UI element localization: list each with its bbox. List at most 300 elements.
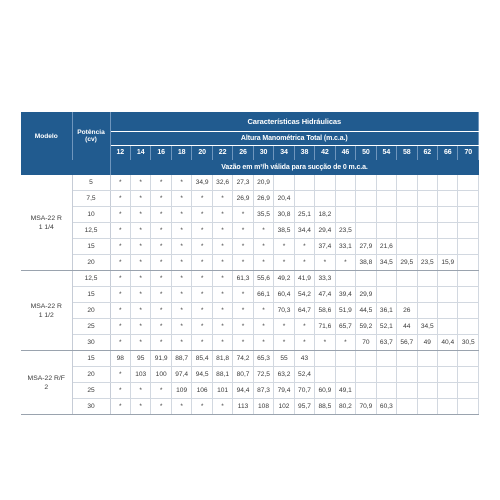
flow-cell: *	[192, 207, 212, 223]
flow-cell	[356, 207, 376, 223]
flow-cell: 29,4	[315, 223, 335, 239]
flow-cell: *	[233, 319, 253, 335]
flow-cell: *	[212, 239, 232, 255]
flow-cell: 23,5	[417, 255, 437, 271]
flow-cell: 41,9	[294, 271, 314, 287]
flow-cell: *	[212, 319, 232, 335]
flow-cell: 44,5	[356, 303, 376, 319]
height-header-16: 16	[151, 145, 171, 160]
pump-performance-table-container	[21, 112, 479, 415]
flow-cell: 88,1	[212, 367, 232, 383]
table-row	[21, 303, 479, 319]
flow-cell: 26,9	[253, 191, 273, 207]
flow-cell	[458, 303, 479, 319]
flow-cell	[458, 255, 479, 271]
flow-cell: *	[192, 255, 212, 271]
flow-cell: *	[192, 319, 212, 335]
flow-cell: *	[171, 223, 191, 239]
table-row	[21, 351, 479, 367]
flow-cell	[417, 383, 437, 399]
flow-cell: 39,4	[335, 287, 355, 303]
flow-cell	[315, 191, 335, 207]
model-size: 1 1/4	[38, 223, 54, 231]
flow-cell: *	[151, 207, 171, 223]
flow-cell: 36,1	[376, 303, 396, 319]
flow-cell: *	[253, 319, 273, 335]
flow-cell: 87,3	[253, 383, 273, 399]
table-row	[21, 239, 479, 255]
flow-cell: *	[233, 335, 253, 351]
flow-cell: 109	[171, 383, 191, 399]
potencia-cell: 30	[72, 335, 110, 351]
flow-cell	[397, 239, 417, 255]
potencia-cell: 10	[72, 207, 110, 223]
flow-cell	[438, 303, 458, 319]
flow-cell	[458, 191, 479, 207]
flow-cell: *	[253, 335, 273, 351]
height-header-20: 20	[192, 145, 212, 160]
flow-cell	[376, 223, 396, 239]
flow-cell: 21,6	[376, 239, 396, 255]
flow-cell: 65,3	[253, 351, 273, 367]
table-row	[21, 255, 479, 271]
flow-cell: 70,9	[356, 399, 376, 415]
height-header-26: 26	[233, 145, 253, 160]
flow-cell: 58,6	[315, 303, 335, 319]
flow-cell: *	[294, 255, 314, 271]
flow-cell	[356, 351, 376, 367]
flow-cell: 34,5	[376, 255, 396, 271]
model-name: MSA-22 R	[30, 302, 62, 310]
flow-cell: 79,4	[274, 383, 294, 399]
col-header-modelo: Modelo	[21, 112, 72, 160]
flow-cell	[458, 287, 479, 303]
flow-cell	[438, 367, 458, 383]
height-header-34: 34	[274, 145, 294, 160]
flow-cell: *	[130, 255, 150, 271]
flow-cell: 18,2	[315, 207, 335, 223]
flow-cell: 60,4	[274, 287, 294, 303]
flow-cell: 52,1	[376, 319, 396, 335]
flow-cell	[417, 175, 437, 191]
flow-cell: *	[110, 287, 130, 303]
flow-cell: 95,7	[294, 399, 314, 415]
flow-cell	[356, 271, 376, 287]
table-row	[21, 399, 479, 415]
flow-cell: *	[233, 255, 253, 271]
flow-cell: 98	[110, 351, 130, 367]
flow-cell: *	[130, 319, 150, 335]
flow-cell	[315, 351, 335, 367]
flow-cell: 103	[130, 367, 150, 383]
flow-cell: *	[171, 303, 191, 319]
flow-cell: 29,9	[356, 287, 376, 303]
flow-cell: *	[315, 335, 335, 351]
flow-cell: *	[151, 239, 171, 255]
potencia-cell: 20	[72, 255, 110, 271]
flow-cell: 20,4	[274, 191, 294, 207]
flow-cell: 54,2	[294, 287, 314, 303]
pump-performance-table	[21, 112, 479, 415]
flow-cell: *	[233, 223, 253, 239]
flow-cell	[397, 191, 417, 207]
flow-cell: *	[110, 303, 130, 319]
height-header-62: 62	[417, 145, 437, 160]
flow-cell: 35,5	[253, 207, 273, 223]
flow-cell: *	[212, 255, 232, 271]
flow-cell: *	[130, 303, 150, 319]
flow-cell: 97,4	[171, 367, 191, 383]
model-cell	[21, 271, 72, 351]
flow-cell: 29,5	[397, 255, 417, 271]
flow-cell: *	[192, 271, 212, 287]
flow-cell: *	[233, 287, 253, 303]
flow-cell: 70,3	[274, 303, 294, 319]
flow-cell: *	[233, 303, 253, 319]
table-row	[21, 175, 479, 191]
flow-cell: *	[171, 319, 191, 335]
flow-cell: *	[171, 191, 191, 207]
flow-cell: *	[233, 239, 253, 255]
flow-cell	[458, 383, 479, 399]
flow-cell: *	[253, 255, 273, 271]
flow-cell: *	[130, 239, 150, 255]
table-row	[21, 223, 479, 239]
flow-cell: *	[110, 383, 130, 399]
flow-cell	[438, 239, 458, 255]
flow-cell: *	[110, 191, 130, 207]
flow-cell: *	[171, 175, 191, 191]
flow-cell	[335, 367, 355, 383]
flow-cell	[315, 367, 335, 383]
flow-cell: *	[253, 303, 273, 319]
flow-cell	[458, 399, 479, 415]
flow-cell: *	[171, 399, 191, 415]
table-row	[21, 319, 479, 335]
model-cell	[21, 351, 72, 415]
flow-cell: 63,2	[274, 367, 294, 383]
flow-cell	[458, 271, 479, 287]
potencia-cell: 20	[72, 367, 110, 383]
potencia-cell: 5	[72, 175, 110, 191]
flow-cell	[294, 175, 314, 191]
flow-cell	[356, 383, 376, 399]
flow-cell: 43	[294, 351, 314, 367]
model-cell	[21, 175, 72, 271]
flow-cell	[458, 367, 479, 383]
flow-cell: 55	[274, 351, 294, 367]
header-altura-manometrica: Altura Manométrica Total (m.c.a.)	[110, 131, 479, 145]
flow-cell: 106	[192, 383, 212, 399]
flow-cell	[417, 239, 437, 255]
flow-cell: *	[274, 255, 294, 271]
flow-cell: *	[130, 207, 150, 223]
flow-cell	[417, 367, 437, 383]
flow-cell: *	[171, 271, 191, 287]
flow-cell: 47,4	[315, 287, 335, 303]
potencia-cell: 30	[72, 399, 110, 415]
flow-cell	[356, 191, 376, 207]
flow-cell: *	[335, 335, 355, 351]
flow-cell: *	[130, 383, 150, 399]
flow-cell	[417, 191, 437, 207]
flow-cell	[315, 175, 335, 191]
flow-cell: *	[151, 191, 171, 207]
height-header-30: 30	[253, 145, 273, 160]
flow-cell	[438, 271, 458, 287]
flow-cell: *	[110, 271, 130, 287]
flow-cell	[356, 223, 376, 239]
flow-cell: *	[192, 287, 212, 303]
flow-cell: 30,8	[274, 207, 294, 223]
flow-cell: *	[315, 255, 335, 271]
flow-cell: *	[294, 335, 314, 351]
flow-cell: *	[151, 223, 171, 239]
flow-cell: *	[294, 239, 314, 255]
flow-cell: *	[151, 271, 171, 287]
flow-cell: *	[212, 399, 232, 415]
flow-cell	[376, 271, 396, 287]
flow-cell: 25,1	[294, 207, 314, 223]
flow-cell: *	[212, 191, 232, 207]
flow-cell	[376, 191, 396, 207]
flow-cell: 52,4	[294, 367, 314, 383]
flow-cell: *	[151, 383, 171, 399]
flow-cell: *	[192, 239, 212, 255]
flow-cell: 100	[151, 367, 171, 383]
flow-cell	[397, 207, 417, 223]
flow-cell	[458, 175, 479, 191]
flow-cell: 94,4	[233, 383, 253, 399]
table-row	[21, 383, 479, 399]
flow-cell: *	[130, 335, 150, 351]
flow-cell	[417, 351, 437, 367]
flow-cell: *	[130, 191, 150, 207]
flow-cell: 23,5	[335, 223, 355, 239]
flow-cell: 70	[356, 335, 376, 351]
flow-cell	[274, 175, 294, 191]
flow-cell	[438, 383, 458, 399]
flow-cell	[397, 175, 417, 191]
flow-cell: 94,5	[192, 367, 212, 383]
flow-cell: 88,7	[171, 351, 191, 367]
flow-cell: *	[171, 287, 191, 303]
flow-cell: *	[212, 335, 232, 351]
potencia-cell: 20	[72, 303, 110, 319]
flow-cell: *	[130, 223, 150, 239]
flow-cell: 49	[417, 335, 437, 351]
flow-cell: 26,9	[233, 191, 253, 207]
flow-cell: 91,9	[151, 351, 171, 367]
header-vazao: Vazão em m³/h válida para sucção de 0 m.c.a.	[110, 160, 479, 175]
flow-cell	[397, 223, 417, 239]
model-name: MSA-22 R/F	[27, 374, 65, 382]
flow-cell: 26	[397, 303, 417, 319]
flow-cell: *	[335, 255, 355, 271]
flow-cell: *	[212, 287, 232, 303]
model-name: MSA-22 R	[30, 214, 62, 222]
col-header-potencia-line2: (cv)	[85, 136, 97, 143]
table-row	[21, 191, 479, 207]
flow-cell: 34,9	[192, 175, 212, 191]
flow-cell	[438, 399, 458, 415]
flow-cell	[335, 191, 355, 207]
flow-cell: *	[151, 175, 171, 191]
flow-cell: *	[151, 255, 171, 271]
height-header-18: 18	[171, 145, 191, 160]
flow-cell	[417, 303, 437, 319]
flow-cell: *	[171, 207, 191, 223]
table-row	[21, 367, 479, 383]
flow-cell: 80,2	[335, 399, 355, 415]
height-header-22: 22	[212, 145, 232, 160]
table-row	[21, 335, 479, 351]
table-row	[21, 271, 479, 287]
flow-cell: *	[110, 399, 130, 415]
flow-cell	[458, 207, 479, 223]
flow-cell: *	[212, 271, 232, 287]
flow-cell: 72,5	[253, 367, 273, 383]
flow-cell	[438, 287, 458, 303]
potencia-cell: 15	[72, 287, 110, 303]
flow-cell	[438, 223, 458, 239]
flow-cell: *	[110, 207, 130, 223]
flow-cell	[417, 223, 437, 239]
potencia-cell: 15	[72, 239, 110, 255]
flow-cell: 66,1	[253, 287, 273, 303]
flow-cell: *	[110, 223, 130, 239]
flow-cell	[335, 351, 355, 367]
potencia-cell: 15	[72, 351, 110, 367]
flow-cell: *	[151, 303, 171, 319]
flow-cell: 55,6	[253, 271, 273, 287]
flow-cell	[397, 367, 417, 383]
flow-cell: 20,9	[253, 175, 273, 191]
height-header-66: 66	[438, 145, 458, 160]
flow-cell	[458, 223, 479, 239]
flow-cell	[397, 287, 417, 303]
flow-cell	[458, 351, 479, 367]
flow-cell: *	[110, 367, 130, 383]
flow-cell: 38,5	[274, 223, 294, 239]
flow-cell: *	[253, 239, 273, 255]
flow-cell: 44	[397, 319, 417, 335]
flow-cell: *	[192, 303, 212, 319]
flow-cell: *	[151, 335, 171, 351]
flow-cell: 27,3	[233, 175, 253, 191]
flow-cell: 27,9	[356, 239, 376, 255]
flow-cell	[335, 207, 355, 223]
flow-cell: 59,2	[356, 319, 376, 335]
flow-cell: *	[274, 319, 294, 335]
height-header-38: 38	[294, 145, 314, 160]
flow-cell	[438, 207, 458, 223]
flow-cell: 74,2	[233, 351, 253, 367]
flow-cell	[458, 239, 479, 255]
flow-cell: *	[151, 287, 171, 303]
flow-cell: *	[110, 255, 130, 271]
flow-cell	[335, 175, 355, 191]
flow-cell: *	[151, 319, 171, 335]
col-header-potencia-line1: Potência	[77, 129, 105, 136]
potencia-cell: 25	[72, 383, 110, 399]
flow-cell: 32,6	[212, 175, 232, 191]
flow-cell	[376, 175, 396, 191]
potencia-cell: 12,5	[72, 223, 110, 239]
height-header-54: 54	[376, 145, 396, 160]
flow-cell: *	[130, 271, 150, 287]
flow-cell: *	[274, 335, 294, 351]
flow-cell	[438, 319, 458, 335]
flow-cell	[438, 175, 458, 191]
flow-cell: 30,5	[458, 335, 479, 351]
flow-cell: 102	[274, 399, 294, 415]
header-caracteristicas-hidraulicas: Características Hidráulicas	[110, 112, 479, 131]
flow-cell: 34,5	[417, 319, 437, 335]
flow-cell: 108	[253, 399, 273, 415]
table-row	[21, 207, 479, 223]
flow-cell: *	[192, 399, 212, 415]
flow-cell	[438, 351, 458, 367]
flow-cell	[417, 287, 437, 303]
flow-cell	[356, 367, 376, 383]
flow-cell: 51,9	[335, 303, 355, 319]
flow-cell: 101	[212, 383, 232, 399]
flow-cell: *	[212, 207, 232, 223]
flow-cell: *	[110, 175, 130, 191]
height-header-42: 42	[315, 145, 335, 160]
flow-cell: *	[171, 239, 191, 255]
flow-cell: *	[171, 335, 191, 351]
height-header-58: 58	[397, 145, 417, 160]
flow-cell	[438, 191, 458, 207]
flow-cell: 34,4	[294, 223, 314, 239]
flow-cell: 71,6	[315, 319, 335, 335]
height-header-14: 14	[130, 145, 150, 160]
flow-cell: 88,5	[315, 399, 335, 415]
flow-cell: 49,1	[335, 383, 355, 399]
flow-cell: 63,7	[376, 335, 396, 351]
flow-cell	[294, 191, 314, 207]
flow-cell: *	[130, 399, 150, 415]
flow-cell: 37,4	[315, 239, 335, 255]
flow-cell: *	[151, 399, 171, 415]
flow-cell: *	[192, 191, 212, 207]
table-row	[21, 287, 479, 303]
flow-cell	[397, 271, 417, 287]
flow-cell: 113	[233, 399, 253, 415]
flow-cell	[417, 399, 437, 415]
model-size: 1 1/2	[38, 311, 54, 319]
flow-cell: *	[171, 255, 191, 271]
flow-cell: 95	[130, 351, 150, 367]
flow-cell: *	[212, 303, 232, 319]
flow-cell: 56,7	[397, 335, 417, 351]
flow-cell: 81,8	[212, 351, 232, 367]
flow-cell: 70,7	[294, 383, 314, 399]
flow-cell	[397, 351, 417, 367]
flow-cell: 61,3	[233, 271, 253, 287]
flow-cell	[335, 271, 355, 287]
flow-cell: 40,4	[438, 335, 458, 351]
flow-cell: *	[294, 319, 314, 335]
potencia-cell: 25	[72, 319, 110, 335]
flow-cell: 15,9	[438, 255, 458, 271]
flow-cell: *	[110, 335, 130, 351]
flow-cell	[458, 319, 479, 335]
height-header-46: 46	[335, 145, 355, 160]
flow-cell	[397, 383, 417, 399]
